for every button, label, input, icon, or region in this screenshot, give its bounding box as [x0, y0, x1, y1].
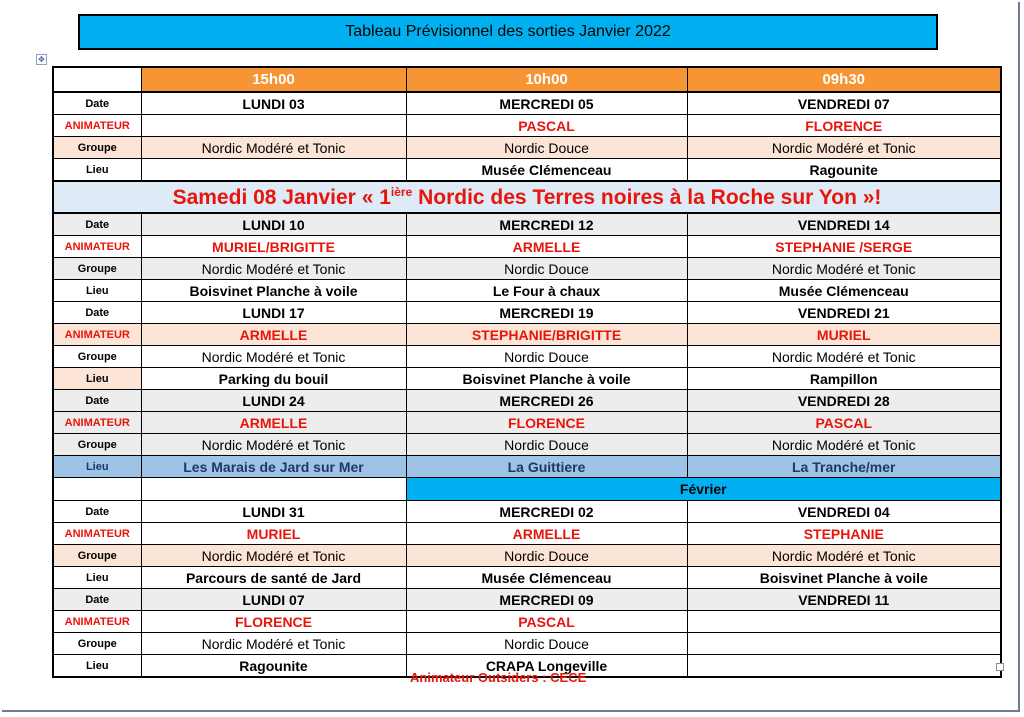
- row-label-animateur: ANIMATEUR: [53, 236, 141, 258]
- date-cell: VENDREDI 21: [687, 302, 1001, 324]
- row-label-groupe: Groupe: [53, 346, 141, 368]
- date-cell: VENDREDI 28: [687, 390, 1001, 412]
- lieu-row: [53, 567, 1001, 589]
- row-label-lieu: Lieu: [53, 280, 141, 302]
- lieu-cell: Parking du bouil: [141, 368, 406, 390]
- lieu-row: [53, 280, 1001, 302]
- row-label-date: Date: [53, 501, 141, 523]
- groupe-cell: Nordic Modéré et Tonic: [141, 434, 406, 456]
- groupe-cell: Nordic Douce: [406, 545, 687, 567]
- animateur-cell: PASCAL: [406, 611, 687, 633]
- lieu-row: [53, 368, 1001, 390]
- date-cell: MERCREDI 02: [406, 501, 687, 523]
- groupe-row: [53, 633, 1001, 655]
- groupe-cell: Nordic Modéré et Tonic: [141, 346, 406, 368]
- date-row: [53, 501, 1001, 523]
- animateur-cell: ARMELLE: [141, 412, 406, 434]
- lieu-row-highlighted: [53, 456, 1001, 478]
- groupe-cell: Nordic Douce: [406, 346, 687, 368]
- lieu-cell: Musée Clémenceau: [406, 159, 687, 182]
- time-header: 15h00: [141, 67, 406, 92]
- time-header: 09h30: [687, 67, 1001, 92]
- groupe-cell: Nordic Douce: [406, 633, 687, 655]
- groupe-cell: Nordic Modéré et Tonic: [141, 258, 406, 280]
- date-cell: LUNDI 07: [141, 589, 406, 611]
- groupe-cell: Nordic Modéré et Tonic: [687, 346, 1001, 368]
- animateur-cell: [141, 115, 406, 137]
- lieu-cell: Le Four à chaux: [406, 280, 687, 302]
- row-label-date: Date: [53, 390, 141, 412]
- row-label-groupe: Groupe: [53, 545, 141, 567]
- groupe-cell: Nordic Douce: [406, 137, 687, 159]
- document-title: Tableau Prévisionnel des sorties Janvier 2022: [78, 14, 938, 50]
- date-row: [53, 213, 1001, 236]
- animateur-cell: PASCAL: [687, 412, 1001, 434]
- animateur-row: [53, 236, 1001, 258]
- groupe-cell: Nordic Douce: [406, 258, 687, 280]
- groupe-cell: Nordic Modéré et Tonic: [141, 633, 406, 655]
- groupe-cell: Nordic Modéré et Tonic: [141, 545, 406, 567]
- animateur-cell: STEPHANIE/BRIGITTE: [406, 324, 687, 346]
- month-separator-row: [53, 478, 1001, 501]
- lieu-cell: Ragounite: [141, 655, 406, 678]
- animateur-cell: FLORENCE: [406, 412, 687, 434]
- groupe-row: [53, 434, 1001, 456]
- row-label-animateur: ANIMATEUR: [53, 115, 141, 137]
- animateur-cell: MURIEL: [687, 324, 1001, 346]
- animateur-row: [53, 412, 1001, 434]
- lieu-cell: Boisvinet Planche à voile: [141, 280, 406, 302]
- lieu-cell: CRAPA Longeville: [406, 655, 687, 678]
- row-label-date: Date: [53, 92, 141, 115]
- date-cell: MERCREDI 05: [406, 92, 687, 115]
- row-label-lieu: Lieu: [53, 456, 141, 478]
- animateur-cell: FLORENCE: [687, 115, 1001, 137]
- row-label-lieu: Lieu: [53, 159, 141, 182]
- animateur-cell: ARMELLE: [141, 324, 406, 346]
- row-label-animateur: ANIMATEUR: [53, 412, 141, 434]
- lieu-cell: Boisvinet Planche à voile: [687, 567, 1001, 589]
- date-cell: LUNDI 03: [141, 92, 406, 115]
- lieu-cell: Musée Clémenceau: [687, 280, 1001, 302]
- footer-note: Animateur Outsiders : CECE: [410, 670, 587, 685]
- animateur-cell: [687, 611, 1001, 633]
- date-cell: MERCREDI 09: [406, 589, 687, 611]
- groupe-row: [53, 346, 1001, 368]
- date-row: [53, 92, 1001, 115]
- animateur-row: [53, 611, 1001, 633]
- animateur-row: [53, 324, 1001, 346]
- animateur-cell: STEPHANIE /SERGE: [687, 236, 1001, 258]
- lieu-cell: [141, 159, 406, 182]
- time-header-row: [53, 67, 1001, 92]
- row-label-date: Date: [53, 213, 141, 236]
- groupe-cell: Nordic Modéré et Tonic: [687, 258, 1001, 280]
- row-label-groupe: Groupe: [53, 137, 141, 159]
- row-label-animateur: ANIMATEUR: [53, 611, 141, 633]
- row-label-groupe: Groupe: [53, 633, 141, 655]
- lieu-cell: La Guittiere: [406, 456, 687, 478]
- lieu-cell: [687, 655, 1001, 678]
- row-label-date: Date: [53, 302, 141, 324]
- table-resize-handle-icon[interactable]: [996, 663, 1004, 671]
- date-cell: LUNDI 24: [141, 390, 406, 412]
- event-banner-superscript: ière: [390, 184, 413, 199]
- groupe-cell: Nordic Modéré et Tonic: [687, 434, 1001, 456]
- row-label-date: Date: [53, 589, 141, 611]
- row-label-lieu: Lieu: [53, 368, 141, 390]
- groupe-row: [53, 137, 1001, 159]
- date-cell: VENDREDI 04: [687, 501, 1001, 523]
- animateur-cell: MURIEL: [141, 523, 406, 545]
- animateur-cell: ARMELLE: [406, 523, 687, 545]
- separator-blank-cell: [141, 478, 406, 501]
- event-banner-text: Samedi 08 Janvier « 1: [172, 185, 391, 209]
- date-row: [53, 390, 1001, 412]
- animateur-cell: FLORENCE: [141, 611, 406, 633]
- row-label-animateur: ANIMATEUR: [53, 523, 141, 545]
- separator-blank-cell: [53, 478, 141, 501]
- animateur-row: [53, 523, 1001, 545]
- date-row: [53, 302, 1001, 324]
- date-cell: MERCREDI 26: [406, 390, 687, 412]
- lieu-cell: Les Marais de Jard sur Mer: [141, 456, 406, 478]
- date-cell: MERCREDI 19: [406, 302, 687, 324]
- animateur-cell: MURIEL/BRIGITTE: [141, 236, 406, 258]
- groupe-cell: [687, 633, 1001, 655]
- groupe-cell: Nordic Modéré et Tonic: [687, 545, 1001, 567]
- schedule-table: [52, 66, 1002, 678]
- groupe-cell: Nordic Modéré et Tonic: [141, 137, 406, 159]
- row-label-animateur: ANIMATEUR: [53, 324, 141, 346]
- groupe-row: [53, 545, 1001, 567]
- event-banner-row: [53, 181, 1001, 213]
- date-cell: VENDREDI 07: [687, 92, 1001, 115]
- date-cell: VENDREDI 11: [687, 589, 1001, 611]
- animateur-cell: PASCAL: [406, 115, 687, 137]
- groupe-row: [53, 258, 1001, 280]
- header-blank-cell: [53, 67, 141, 92]
- event-banner: [53, 181, 1001, 213]
- groupe-cell: Nordic Douce: [406, 434, 687, 456]
- event-banner-text-end: Nordic des Terres noires à la Roche sur Yon »!: [412, 185, 882, 209]
- lieu-cell: La Tranche/mer: [687, 456, 1001, 478]
- lieu-cell: Boisvinet Planche à voile: [406, 368, 687, 390]
- date-cell: VENDREDI 14: [687, 213, 1001, 236]
- lieu-row: [53, 159, 1001, 182]
- animateur-cell: STEPHANIE: [687, 523, 1001, 545]
- date-cell: LUNDI 10: [141, 213, 406, 236]
- table-move-handle-icon[interactable]: ✥: [36, 54, 47, 65]
- row-label-lieu: Lieu: [53, 567, 141, 589]
- row-label-lieu: Lieu: [53, 655, 141, 678]
- date-cell: LUNDI 31: [141, 501, 406, 523]
- date-row: [53, 589, 1001, 611]
- date-cell: MERCREDI 12: [406, 213, 687, 236]
- row-label-groupe: Groupe: [53, 258, 141, 280]
- groupe-cell: Nordic Modéré et Tonic: [687, 137, 1001, 159]
- lieu-cell: Ragounite: [687, 159, 1001, 182]
- month-label-fevrier: Février: [406, 478, 1001, 501]
- animateur-row: [53, 115, 1001, 137]
- date-cell: LUNDI 17: [141, 302, 406, 324]
- animateur-cell: ARMELLE: [406, 236, 687, 258]
- lieu-cell: Rampillon: [687, 368, 1001, 390]
- time-header: 10h00: [406, 67, 687, 92]
- row-label-groupe: Groupe: [53, 434, 141, 456]
- lieu-cell: Musée Clémenceau: [406, 567, 687, 589]
- lieu-cell: Parcours de santé de Jard: [141, 567, 406, 589]
